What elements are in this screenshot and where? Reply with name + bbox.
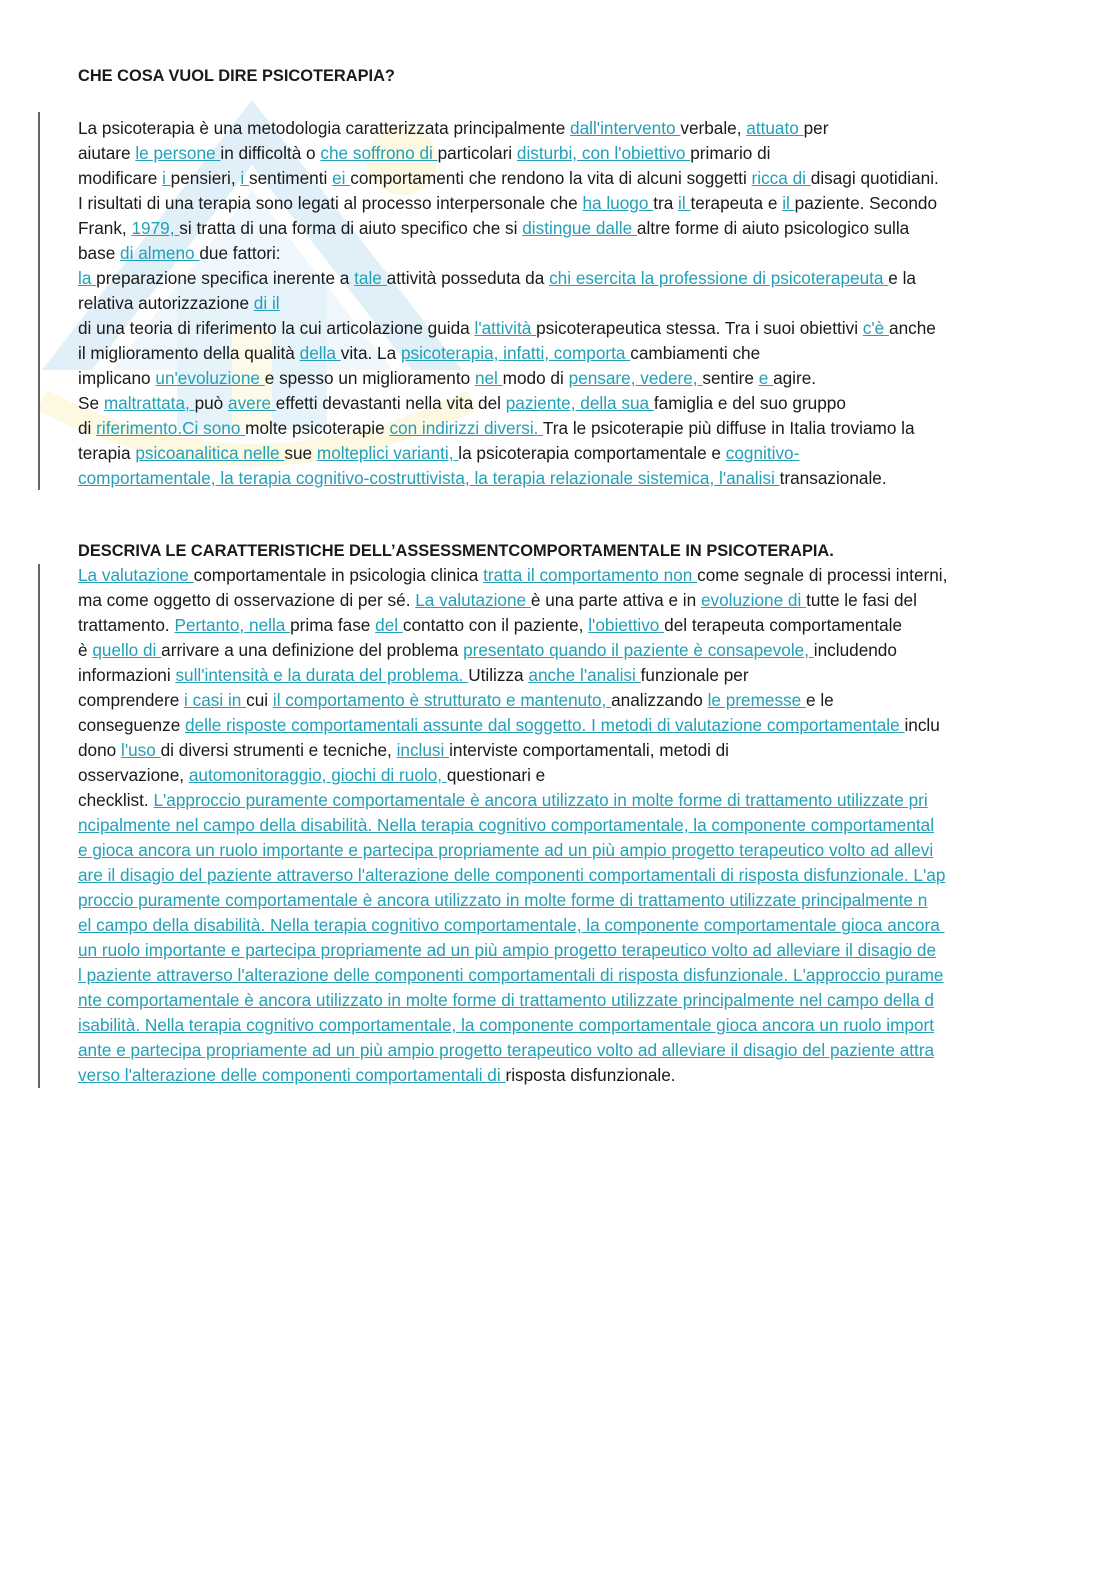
text-run: funzionale per (640, 665, 749, 685)
text-run: relativa autorizzazione (78, 293, 254, 313)
text-line (78, 563, 1040, 588)
text-run: la psicoterapia comportamentale e (458, 443, 726, 463)
text-line (78, 366, 1040, 391)
tracked-change-text: delle risposte comportamentali assunte dal soggetto. I metodi di valutazione comportamentale (185, 715, 905, 735)
text-run: sentire (702, 368, 759, 388)
text-run: comportamentale in psicologia clinica (193, 565, 484, 585)
text-line (78, 688, 1040, 713)
tracked-change-text: comportamentale, la terapia cognitivo-costruttivista, la terapia relazionale sistemica, l'analisi (78, 468, 780, 488)
text-run: può (194, 393, 229, 413)
text-line (78, 963, 1040, 988)
tracked-change-text: psicoanalitica nelle (135, 443, 285, 463)
tracked-change-text: La valutazione (415, 590, 531, 610)
text-run: inclu (904, 715, 940, 735)
tracked-change-text: che soffrono di (320, 143, 438, 163)
tracked-change-text: psicoterapia, infatti, comporta (400, 343, 631, 363)
tracked-change-text: e gioca ancora un ruolo importante e partecipa propriamente ad un più ampio progetto terapeutico volto ad allevi (78, 840, 934, 860)
text-line (78, 116, 1040, 141)
text-run: checklist. (78, 790, 154, 810)
tracked-change-text: disturbi, con l'obiettivo (516, 143, 691, 163)
text-run: informazioni (78, 665, 176, 685)
tracked-change-text: presentato quando il paziente è consapevole, (463, 640, 814, 660)
tracked-change-text: di il (253, 293, 280, 313)
text-run: analizzando (611, 690, 708, 710)
tracked-change-text: quello di (92, 640, 162, 660)
text-run: La psicoterapia è una metodologia caratterizzata principalmente (78, 118, 571, 138)
text-line (78, 316, 1040, 341)
text-run: base (78, 243, 121, 263)
text-run: osservazione, (78, 765, 189, 785)
tracked-change-text: l paziente attraverso l'alterazione delle componenti comportamentali di risposta disfunzionale. L'approccio purame (78, 965, 944, 985)
tracked-change-text: molteplici varianti, (316, 443, 459, 463)
tracked-change-text: con indirizzi diversi. (389, 418, 543, 438)
text-line (78, 713, 1040, 738)
section-2-body (78, 563, 1040, 1088)
text-line (78, 938, 1040, 963)
text-line (78, 588, 1040, 613)
text-run: paziente. Secondo (794, 193, 938, 213)
text-run: il miglioramento della qualità (78, 343, 300, 363)
tracked-change-text: chi esercita la professione di psicoterapeuta (549, 268, 889, 288)
text-run: Frank, (78, 218, 132, 238)
tracked-change-text: e (758, 368, 774, 388)
text-line (78, 988, 1040, 1013)
text-run: implicano (78, 368, 156, 388)
tracked-change-text: riferimento.Ci sono (96, 418, 246, 438)
text-run: vita. La (340, 343, 401, 363)
tracked-change-text: L'approccio puramente comportamentale è ancora utilizzato in molte forme di trattamento utilizzate pri (153, 790, 928, 810)
text-run: tutte le fasi del (806, 590, 917, 610)
section-2 (78, 539, 1040, 1088)
text-run: transazionale. (779, 468, 887, 488)
text-run: ma come oggetto di osservazione di per sé. (78, 590, 416, 610)
text-run: cui (246, 690, 273, 710)
text-run: psicoterapeutica stessa. Tra i suoi obiettivi (536, 318, 863, 338)
tracked-change-text: anche l'analisi (528, 665, 641, 685)
tracked-change-text: avere (228, 393, 276, 413)
text-run: pensieri, (170, 168, 241, 188)
text-run: sentimenti (249, 168, 333, 188)
tracked-change-text: dall'intervento (570, 118, 681, 138)
text-run: verbale, (680, 118, 747, 138)
text-run: modo di (502, 368, 569, 388)
text-run: terapeuta e (690, 193, 783, 213)
text-run: includendo (813, 640, 897, 660)
text-line (78, 663, 1040, 688)
text-run: del terapeuta comportamentale (664, 615, 903, 635)
text-line (78, 416, 1040, 441)
tracked-change-text: i (162, 168, 171, 188)
tracked-change-text: verso l'alterazione delle componenti comportamentali di (78, 1065, 506, 1085)
tracked-change-text: le premesse (707, 690, 807, 710)
text-run: altre forme di aiuto psicologico sulla (636, 218, 910, 238)
text-line (78, 216, 1040, 241)
text-run: è una parte attiva e in (530, 590, 701, 610)
tracked-change-text: automonitoraggio, giochi di ruolo, (188, 765, 447, 785)
tracked-change-text: nel (474, 368, 503, 388)
text-run: Se (78, 393, 104, 413)
text-run: terapia (78, 443, 136, 463)
tracked-change-text: del (375, 615, 403, 635)
text-line (78, 1013, 1040, 1038)
text-run: questionari e (446, 765, 546, 785)
text-run: Tra le psicoterapie più diffuse in Italia troviamo la (542, 418, 915, 438)
tracked-change-text: il (678, 193, 691, 213)
text-run: di (78, 418, 97, 438)
text-run: effetti devastanti nella vita del (275, 393, 506, 413)
text-line (78, 838, 1040, 863)
text-line (78, 391, 1040, 416)
tracked-change-text: il comportamento è strutturato e mantenuto, (272, 690, 612, 710)
text-line (78, 1038, 1040, 1063)
tracked-change-text: ei (332, 168, 351, 188)
text-run: I risultati di una terapia sono legati al processo interpersonale che (78, 193, 583, 213)
text-run: particolari (437, 143, 517, 163)
text-run: primario di (690, 143, 771, 163)
text-run: aiutare (78, 143, 136, 163)
text-run: contatto con il paziente, (402, 615, 589, 635)
text-run: prima fase (290, 615, 376, 635)
tracked-change-text: i (240, 168, 249, 188)
text-line (78, 141, 1040, 166)
tracked-change-text: l'attività (474, 318, 537, 338)
text-line (78, 441, 1040, 466)
text-line (78, 788, 1040, 813)
tracked-change-text: ante e partecipa propriamente ad un più ampio progetto terapeutico volto ad alleviare il disagio del paziente attra (78, 1040, 935, 1060)
tracked-change-text: le persone (135, 143, 221, 163)
revision-bar-section1 (38, 112, 40, 490)
text-run: come segnale di processi interni, (697, 565, 948, 585)
text-line (78, 738, 1040, 763)
tracked-change-text: c'è (862, 318, 890, 338)
tracked-change-text: ha luogo (582, 193, 654, 213)
text-run: agire. (773, 368, 817, 388)
text-run: di diversi strumenti e tecniche, (160, 740, 397, 760)
text-run: preparazione specifica inerente a (96, 268, 355, 288)
text-run: e le (806, 690, 834, 710)
text-line (78, 191, 1040, 216)
tracked-change-text: inclusi (396, 740, 450, 760)
text-run: cambiamenti che (630, 343, 761, 363)
text-run: dono (78, 740, 122, 760)
tracked-change-text: un ruolo importante e partecipa propriamente ad un più ampio progetto terapeutico volto ad alleviare il disagio de (78, 940, 936, 960)
tracked-change-text: ricca di (751, 168, 811, 188)
text-run: comprendere (78, 690, 185, 710)
tracked-change-text: isabilità. Nella terapia cognitivo comportamentale, la componente comportamentale gioca ancora un ruolo import (78, 1015, 935, 1035)
tracked-change-text: un'evoluzione (155, 368, 265, 388)
text-run: e spesso un miglioramento (264, 368, 475, 388)
tracked-change-text: della (299, 343, 341, 363)
tracked-change-text: evoluzione di (700, 590, 807, 610)
tracked-change-text: attuato (746, 118, 804, 138)
text-run: sue (284, 443, 317, 463)
tracked-change-text: tratta il comportamento non (483, 565, 698, 585)
text-line (78, 763, 1040, 788)
section-2-title: DESCRIVA LE CARATTERISTICHE DELL’ASSESSMENTCOMPORTAMENTALE IN PSICOTERAPIA. (78, 542, 834, 560)
tracked-change-text: are il disagio del paziente attraverso l'alterazione delle componenti comportamentali di risposta disfunzionale. L'ap (78, 865, 946, 885)
text-line (78, 266, 1040, 291)
text-run: tra (653, 193, 679, 213)
text-run: trattamento. (78, 615, 175, 635)
text-line (78, 341, 1040, 366)
text-line (78, 913, 1040, 938)
text-line (78, 638, 1040, 663)
text-line (78, 888, 1040, 913)
text-line (78, 466, 1040, 491)
text-run: risposta disfunzionale. (505, 1065, 676, 1085)
text-run: in difficoltà o (220, 143, 321, 163)
tracked-change-text: i casi in (184, 690, 247, 710)
text-run: due fattori: (199, 243, 281, 263)
text-run: e la (888, 268, 916, 288)
text-run: è (78, 640, 93, 660)
text-line (78, 291, 1040, 316)
text-run: arrivare a una definizione del problema (161, 640, 464, 660)
tracked-change-text: ncipalmente nel campo della disabilità. Nella terapia cognitivo comportamentale, la componente comportamental (78, 815, 935, 835)
tracked-change-text: l'uso (121, 740, 161, 760)
text-line (78, 863, 1040, 888)
tracked-change-text: nte comportamentale è ancora utilizzato in molte forme di trattamento utilizzate principalmente nel campo della d (78, 990, 934, 1010)
text-run: anche (889, 318, 936, 338)
text-run: di una teoria di riferimento la cui articolazione guida (78, 318, 475, 338)
tracked-change-text: distingue dalle (522, 218, 637, 238)
text-line (78, 1063, 1040, 1088)
tracked-change-text: paziente, della sua (505, 393, 654, 413)
text-run: molte psicoterapie (245, 418, 390, 438)
tracked-change-text: il (782, 193, 795, 213)
tracked-change-text: tale (354, 268, 387, 288)
text-line (78, 813, 1040, 838)
section-1 (78, 64, 1040, 491)
tracked-change-text: proccio puramente comportamentale è ancora utilizzato in molte forme di trattamento utilizzate principalmente n (78, 890, 928, 910)
tracked-change-text: di almeno (120, 243, 200, 263)
revision-bar-section2 (38, 564, 40, 1088)
section-1-title: CHE COSA VUOL DIRE PSICOTERAPIA? (78, 67, 395, 85)
text-line (78, 613, 1040, 638)
text-run: attività posseduta da (386, 268, 550, 288)
text-run: comportamenti che rendono la vita di alcuni soggetti (350, 168, 752, 188)
text-run: per (803, 118, 829, 138)
tracked-change-text: la (78, 268, 97, 288)
tracked-change-text: sull'intensità e la durata del problema. (175, 665, 469, 685)
text-run: disagi quotidiani. (810, 168, 939, 188)
text-run: si tratta di una forma di aiuto specifico che si (179, 218, 523, 238)
text-run: modificare (78, 168, 163, 188)
tracked-change-text: cognitivo- (725, 443, 800, 463)
text-run: Utilizza (468, 665, 529, 685)
tracked-change-text: Pertanto, nella (174, 615, 291, 635)
tracked-change-text: 1979, (131, 218, 180, 238)
text-line (78, 241, 1040, 266)
tracked-change-text: pensare, vedere, (568, 368, 703, 388)
text-run: famiglia e del suo gruppo (653, 393, 846, 413)
text-run: conseguenze (78, 715, 186, 735)
tracked-change-text: l'obiettivo (588, 615, 665, 635)
tracked-change-text: maltrattata, (103, 393, 195, 413)
tracked-change-text: La valutazione (78, 565, 194, 585)
tracked-change-text: el campo della disabilità. Nella terapia cognitivo comportamentale, la componente comportamentale gioca ancora (78, 915, 945, 935)
section-1-body (78, 116, 1040, 491)
text-line (78, 166, 1040, 191)
text-run: interviste comportamentali, metodi di (449, 740, 730, 760)
